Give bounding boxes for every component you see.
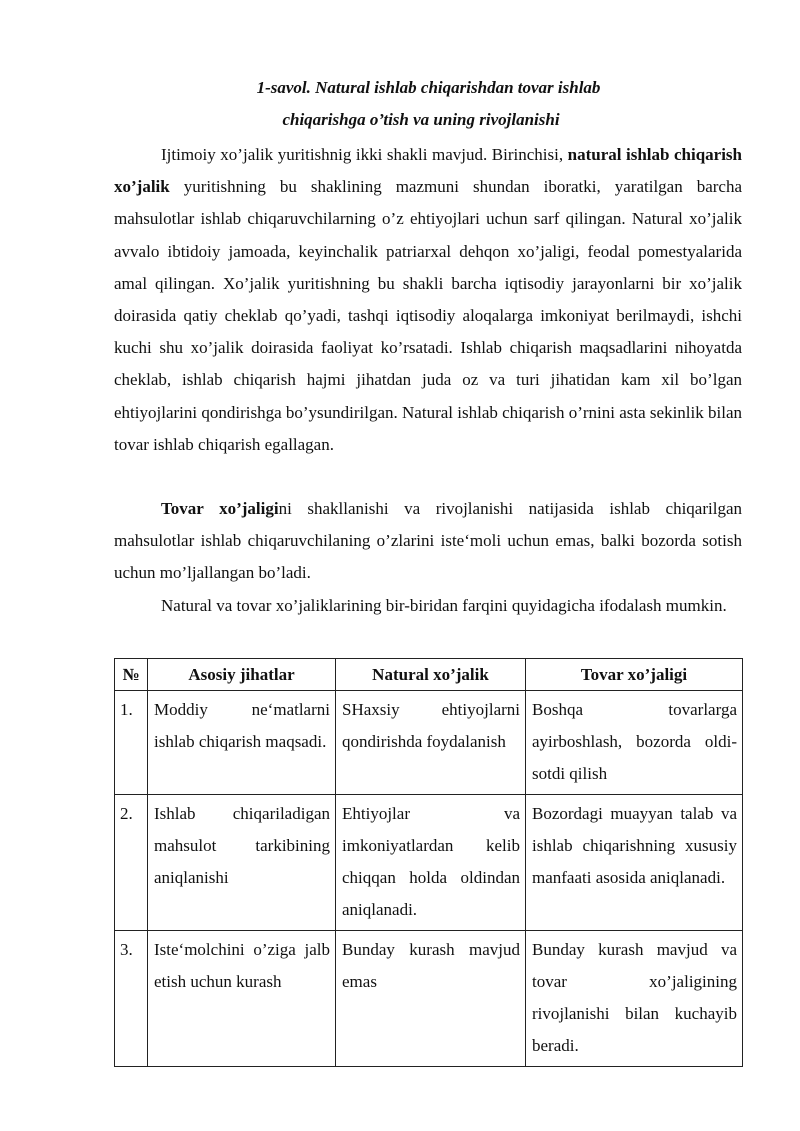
- paragraph-text: ni shakllanishi va rivojlanishi natijasida ishlab chiqarilgan mahsulotlar ishlab chiqaruvchilaning o’zlarini iste‘moli uchun emas, balki bozorda sotish uchun mo’ljallangan bo’ladi.: [114, 499, 742, 583]
- commodity-cell: Bozordagi muayyan talab va ishlab chiqarishning xususiy manfaati asosida aniqlanadi.: [526, 795, 743, 931]
- comparison-table: [114, 658, 743, 1067]
- header-commodity-economy: Tovar xo’jaligi: [526, 659, 743, 691]
- bold-term-commodity-economy: Tovar xo’jaligi: [161, 499, 279, 518]
- header-natural-economy: Natural xo’jalik: [336, 659, 526, 691]
- commodity-cell: Boshqa tovarlarga ayirboshlash, bozorda oldi-sotdi qilish: [526, 691, 743, 795]
- natural-cell: SHaxsiy ehtiyojlarni qondirishda foydalanish: [336, 691, 526, 795]
- paragraph-natural-economy: [114, 139, 742, 461]
- aspect-cell: Moddiy ne‘matlarni ishlab chiqarish maqsadi.: [148, 691, 336, 795]
- natural-cell: Bunday kurash mavjud emas: [336, 931, 526, 1067]
- commodity-cell: Bunday kurash mavjud va tovar xo’jaligining rivojlanishi bilan kuchayib beradi.: [526, 931, 743, 1067]
- table-header-row: [115, 659, 743, 691]
- table-row: [115, 691, 743, 795]
- paragraph-text: Ijtimoiy xo’jalik yuritishnig ikki shakli mavjud. Birinchisi,: [161, 145, 568, 164]
- header-main-aspects: Asosiy jihatlar: [148, 659, 336, 691]
- table-row: [115, 795, 743, 931]
- aspect-cell: Ishlab chiqariladigan mahsulot tarkibining aniqlanishi: [148, 795, 336, 931]
- row-number: 3.: [115, 931, 148, 1067]
- row-number: 2.: [115, 795, 148, 931]
- header-number: №: [115, 659, 148, 691]
- paragraph-comparison-intro: Natural va tovar xo’jaliklarining bir-biridan farqini quyidagicha ifodalash mumkin.: [161, 596, 727, 615]
- natural-cell: Ehtiyojlar va imkoniyatlardan kelib chiqqan holda oldindan aniqlanadi.: [336, 795, 526, 931]
- row-number: 1.: [115, 691, 148, 795]
- document-title-line-1: 1-savol. Natural ishlab chiqarishdan tovar ishlab: [256, 78, 601, 97]
- document-title-line-2: chiqarishga o’tish va uning rivojlanishi: [282, 110, 560, 129]
- bold-term-natural-production: natural ishlab chiqarish xo’jalik: [114, 145, 743, 197]
- paragraph-text: yuritishning bu shaklining mazmuni shundan iboratki, yaratilgan barcha mahsulotlar ishlab chiqaruvchilarning o’z ehtiyojlari uchun sarf qilingan. Natural xo’jalik avvalo ibtidoiy jamoada, keyinchalik patriarxal dehqon xo’jaligi, feodal pomestyalarida amal qilingan. Xo’jalik yuritishning bu shakli barcha iqtisodiy jarayonlarni bir xo’jalik doirasida qatiy cheklab qo’yadi, tashqi iqtisodiy aloqalarga imkoniyat berilmaydi, ishchi kuchi shu xo’jalik doirasida faoliyat ko’rsatadi. Ishlab chiqarish maqsadlarini nihoyatda cheklab, ishlab chiqarish hajmi jihatdan juda oz va turi jihatidan kam xil bo’lgan ehtiyojlarini qondirishga bo’ysundirilgan. Natural ishlab chiqarish o’rnini asta sekinlik bilan tovar ishlab chiqarish egallagan.: [114, 177, 742, 454]
- paragraph-commodity-economy: [114, 493, 742, 590]
- aspect-cell: Iste‘molchini o’ziga jalb etish uchun kurash: [148, 931, 336, 1067]
- table-row: [115, 931, 743, 1067]
